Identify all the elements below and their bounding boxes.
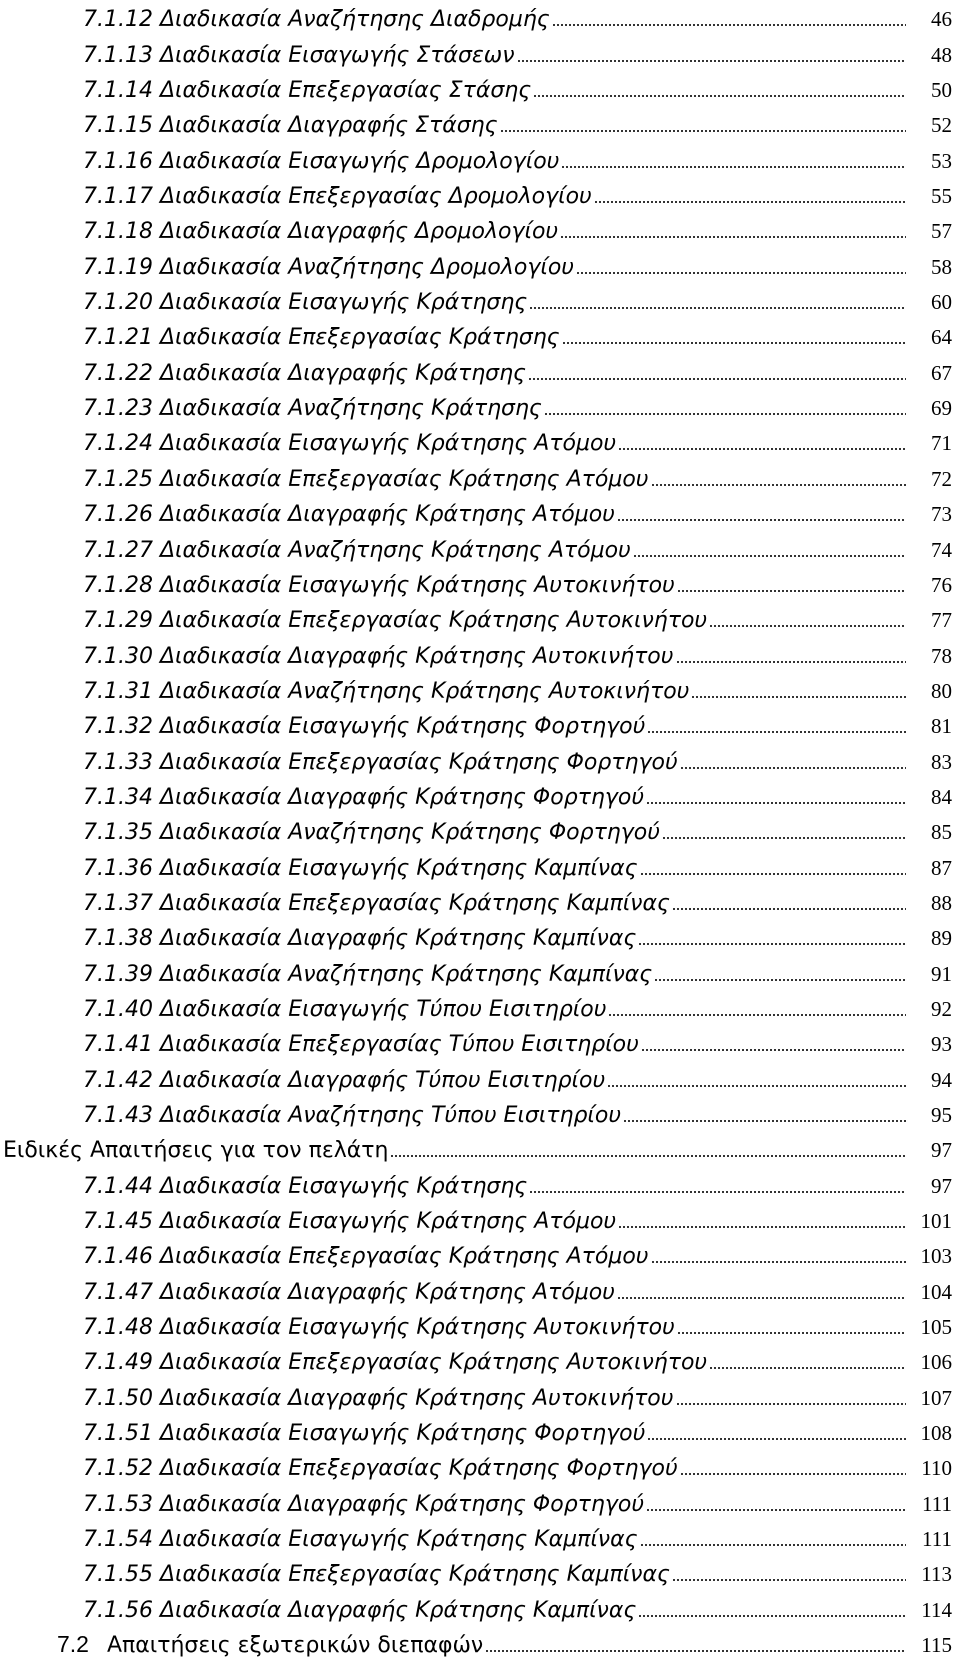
- toc-entry[interactable]: [0, 921, 960, 956]
- toc-entry[interactable]: [0, 461, 960, 496]
- toc-entry[interactable]: [0, 709, 960, 744]
- toc-entry-label: 7.1.46 Διαδικασία Επεξεργασίας Κράτησης Ατόμου: [83, 1244, 649, 1270]
- toc-entry-label: 7.1.37 Διαδικασία Επεξεργασίας Κράτησης Καμπίνας: [83, 890, 670, 916]
- dot-leader: [651, 484, 906, 486]
- toc-entry-page-number: 76: [931, 572, 952, 597]
- dot-leader: [647, 731, 906, 733]
- toc-entry-label: Ειδικές Απαιτήσεις για τον πελάτη: [3, 1138, 389, 1164]
- toc-entry-page-number: 57: [931, 219, 952, 244]
- toc-entry[interactable]: [0, 1380, 960, 1415]
- toc-entry-page-number: 64: [931, 325, 952, 350]
- toc-entry-label: 7.1.27 Διαδικασία Αναζήτησης Κράτησης Ατόμου: [83, 537, 631, 563]
- dot-leader: [680, 1473, 906, 1475]
- toc-entry-page-number: 97: [931, 1173, 952, 1198]
- toc-entry[interactable]: [0, 992, 960, 1027]
- dot-leader: [646, 802, 906, 804]
- toc-entry[interactable]: [0, 1451, 960, 1486]
- toc-entry[interactable]: [0, 1098, 960, 1133]
- table-of-contents: [0, 2, 960, 1663]
- toc-entry-page-number: 93: [931, 1032, 952, 1057]
- toc-entry-page-number: 55: [931, 184, 952, 209]
- dot-leader: [544, 413, 906, 415]
- toc-entry-label: 7.1.35 Διαδικασία Αναζήτησης Κράτησης Φορτηγού: [83, 820, 660, 846]
- toc-entry-label: 7.1.45 Διαδικασία Εισαγωγής Κράτησης Ατόμου: [83, 1209, 617, 1235]
- toc-entry-page-number: 71: [931, 431, 952, 456]
- toc-entry-label: 7.1.53 Διαδικασία Διαγραφής Κράτησης Φορτηγού: [83, 1491, 645, 1517]
- toc-entry-page-number: 95: [931, 1103, 952, 1127]
- toc-entry[interactable]: [0, 320, 960, 355]
- toc-entry-label: 7.1.13 Διαδικασία Εισαγωγής Στάσεων: [83, 42, 515, 68]
- toc-entry-page-number: 46: [931, 7, 952, 32]
- dot-leader: [638, 943, 906, 945]
- dot-leader: [560, 236, 906, 238]
- toc-entry-page-number: 60: [931, 290, 952, 315]
- toc-entry-label: 7.1.23 Διαδικασία Αναζήτησης Κράτησης: [83, 396, 542, 422]
- toc-entry-label: 7.1.38 Διαδικασία Διαγραφής Κράτησης Καμπίνας: [83, 926, 637, 952]
- dot-leader: [633, 555, 906, 557]
- toc-entry-label: 7.1.26 Διαδικασία Διαγραφής Κράτησης Ατόμου: [83, 502, 615, 528]
- toc-entry[interactable]: [0, 638, 960, 673]
- toc-entry-page-number: 89: [931, 926, 952, 951]
- dot-leader: [552, 24, 906, 26]
- toc-entry[interactable]: [0, 1416, 960, 1451]
- toc-entry-page-number: 91: [931, 961, 952, 986]
- toc-entry[interactable]: [0, 603, 960, 638]
- dot-leader: [654, 979, 906, 981]
- toc-entry-label: 7.1.40 Διαδικασία Εισαγωγής Τύπου Εισιτηρίου: [83, 996, 607, 1022]
- dot-leader: [646, 1509, 906, 1511]
- toc-entry-label: 7.1.33 Διαδικασία Επεξεργασίας Κράτησης Φορτηγού: [83, 749, 678, 775]
- dot-leader: [562, 342, 906, 344]
- toc-entry-label: 7.1.17 Διαδικασία Επεξεργασίας Δρομολογίου: [83, 184, 592, 210]
- toc-entry-label: 7.1.31 Διαδικασία Αναζήτησης Κράτησης Αυτοκινήτου: [83, 678, 690, 704]
- toc-entry-page-number: 92: [931, 996, 952, 1021]
- dot-leader: [561, 166, 906, 168]
- toc-entry-label: 7.1.25 Διαδικασία Επεξεργασίας Κράτησης Ατόμου: [83, 466, 649, 492]
- toc-entry-label: 7.1.12 Διαδικασία Αναζήτησης Διαδρομής: [83, 7, 550, 33]
- dot-leader: [533, 95, 906, 97]
- toc-entry[interactable]: [0, 1310, 960, 1345]
- dot-leader: [576, 272, 906, 274]
- toc-entry-page-number: 114: [921, 1597, 952, 1622]
- toc-entry[interactable]: [0, 1486, 960, 1521]
- toc-entry[interactable]: [0, 1239, 960, 1274]
- dot-leader: [485, 1650, 906, 1652]
- toc-entry-page-number: 111: [922, 1527, 952, 1552]
- toc-entry-page-number: 73: [931, 502, 952, 527]
- toc-entry-label: 7.1.50 Διαδικασία Διαγραφής Κράτησης Αυτοκινήτου: [83, 1385, 674, 1411]
- dot-leader: [677, 590, 906, 592]
- toc-entry-label: 7.1.22 Διαδικασία Διαγραφής Κράτησης: [83, 360, 526, 386]
- toc-entry-label: 7.1.29 Διαδικασία Επεξεργασίας Κράτησης Αυτοκινήτου: [83, 608, 708, 634]
- toc-entry-page-number: 105: [920, 1315, 952, 1340]
- dot-leader: [618, 448, 906, 450]
- dot-leader: [617, 519, 906, 521]
- toc-entry[interactable]: [0, 108, 960, 143]
- dot-leader: [640, 1544, 906, 1546]
- toc-entry-label: 7.1.36 Διαδικασία Εισαγωγής Κράτησης Καμπίνας: [83, 855, 638, 881]
- toc-entry[interactable]: [0, 850, 960, 885]
- dot-leader: [500, 130, 906, 132]
- toc-entry-page-number: 97: [931, 1138, 952, 1163]
- toc-entry-label: 7.1.15 Διαδικασία Διαγραφής Στάσης: [83, 113, 498, 139]
- dot-leader: [608, 1014, 906, 1016]
- toc-entry-label: 7.1.24 Διαδικασία Εισαγωγής Κράτησης Ατόμου: [83, 431, 617, 457]
- toc-entry-number: 7.2: [57, 1631, 89, 1658]
- toc-entry-label: 7.1.32 Διαδικασία Εισαγωγής Κράτησης Φορτηγού: [83, 714, 646, 740]
- toc-entry[interactable]: [0, 285, 960, 320]
- toc-entry-page-number: 50: [931, 78, 952, 103]
- toc-entry-page-number: 94: [931, 1067, 952, 1092]
- toc-entry-label: 7.1.19 Διαδικασία Αναζήτησης Δρομολογίου: [83, 254, 575, 280]
- toc-entry[interactable]: [0, 1522, 960, 1557]
- dot-leader: [594, 201, 906, 203]
- toc-entry-page-number: 111: [922, 1491, 952, 1516]
- toc-entry[interactable]: [0, 956, 960, 991]
- toc-entry[interactable]: [0, 1274, 960, 1309]
- toc-entry[interactable]: [0, 391, 960, 426]
- dot-leader: [529, 1191, 906, 1193]
- toc-entry-label: 7.1.39 Διαδικασία Αναζήτησης Κράτησης Καμπίνας: [83, 961, 653, 987]
- toc-entry-label: 7.1.49 Διαδικασία Επεξεργασίας Κράτησης Αυτοκινήτου: [83, 1350, 708, 1376]
- toc-entry[interactable]: [0, 886, 960, 921]
- toc-entry-label: 7.1.20 Διαδικασία Εισαγωγής Κράτησης: [83, 290, 528, 316]
- toc-entry-label: 7.1.56 Διαδικασία Διαγραφής Κράτησης Καμπίνας: [83, 1597, 637, 1623]
- toc-entry-label: 7.1.41 Διαδικασία Επεξεργασίας Τύπου Εισιτηρίου: [83, 1032, 639, 1058]
- toc-entry[interactable]: [0, 1592, 960, 1627]
- toc-entry-label: 7.1.42 Διαδικασία Διαγραφής Τύπου Εισιτηρίου: [83, 1067, 606, 1093]
- toc-entry-label: 7.1.18 Διαδικασία Διαγραφής Δρομολογίου: [83, 219, 559, 245]
- toc-entry[interactable]: [0, 1062, 960, 1097]
- toc-entry-page-number: 83: [931, 749, 952, 774]
- dot-leader: [677, 1332, 906, 1334]
- toc-entry-page-number: 69: [931, 396, 952, 421]
- toc-entry-label: 7.1.16 Διαδικασία Εισαγωγής Δρομολογίου: [83, 148, 560, 174]
- dot-leader: [517, 60, 906, 62]
- toc-entry-label: 7.1.34 Διαδικασία Διαγραφής Κράτησης Φορτηγού: [83, 784, 645, 810]
- toc-entry-page-number: 78: [931, 643, 952, 668]
- toc-entry[interactable]: [0, 426, 960, 461]
- dot-leader: [623, 1120, 906, 1122]
- dot-leader: [662, 837, 906, 839]
- dot-leader: [676, 1403, 907, 1405]
- toc-entry[interactable]: [0, 780, 960, 815]
- toc-entry-label: 7.1.44 Διαδικασία Εισαγωγής Κράτησης: [83, 1173, 528, 1199]
- toc-entry[interactable]: [0, 568, 960, 603]
- toc-entry[interactable]: [0, 497, 960, 532]
- toc-entry-page-number: 58: [931, 254, 952, 279]
- dot-leader: [691, 696, 906, 698]
- toc-entry[interactable]: [0, 1027, 960, 1062]
- dot-leader: [618, 1226, 906, 1228]
- toc-entry[interactable]: [0, 1345, 960, 1380]
- dot-leader: [641, 1049, 906, 1051]
- toc-entry-label: 7.1.14 Διαδικασία Επεξεργασίας Στάσης: [83, 78, 532, 104]
- toc-entry[interactable]: [0, 1204, 960, 1239]
- toc-entry-page-number: 67: [931, 360, 952, 385]
- toc-entry-page-number: 106: [920, 1350, 952, 1375]
- toc-entry[interactable]: [0, 73, 960, 108]
- toc-entry-page-number: 101: [920, 1209, 952, 1234]
- toc-entry-page-number: 103: [920, 1244, 952, 1269]
- toc-entry[interactable]: [0, 744, 960, 779]
- toc-entry[interactable]: [0, 1168, 960, 1203]
- toc-entry-label: 7.1.21 Διαδικασία Επεξεργασίας Κράτησης: [83, 325, 560, 351]
- dot-leader: [647, 1438, 906, 1440]
- toc-entry-page-number: 107: [920, 1385, 952, 1410]
- toc-entry-label: 7.1.48 Διαδικασία Εισαγωγής Κράτησης Αυτοκινήτου: [83, 1315, 675, 1341]
- dot-leader: [709, 1367, 906, 1369]
- dot-leader: [672, 908, 906, 910]
- toc-entry-page-number: 87: [931, 855, 952, 880]
- dot-leader: [640, 873, 906, 875]
- toc-entry[interactable]: [0, 1133, 960, 1168]
- toc-entry-page-number: 52: [931, 113, 952, 138]
- toc-entry[interactable]: [0, 355, 960, 390]
- dot-leader: [672, 1579, 906, 1581]
- toc-entry[interactable]: [0, 214, 960, 249]
- dot-leader: [390, 1155, 906, 1157]
- toc-entry-label: 7.1.28 Διαδικασία Εισαγωγής Κράτησης Αυτοκινήτου: [83, 572, 675, 598]
- toc-entry-page-number: 108: [920, 1421, 952, 1446]
- toc-entry-page-number: 48: [931, 42, 952, 67]
- toc-entry-label: 7.1.51 Διαδικασία Εισαγωγής Κράτησης Φορτηγού: [83, 1421, 646, 1447]
- toc-entry[interactable]: [0, 815, 960, 850]
- toc-entry[interactable]: [0, 2, 960, 37]
- dot-leader: [651, 1261, 906, 1263]
- dot-leader: [638, 1615, 906, 1617]
- toc-entry[interactable]: [0, 1557, 960, 1592]
- toc-entry-page-number: 88: [931, 890, 952, 915]
- toc-entry-page-number: 53: [931, 148, 952, 173]
- toc-entry-page-number: 84: [931, 784, 952, 809]
- toc-entry-page-number: 81: [931, 714, 952, 739]
- toc-entry-page-number: 115: [921, 1633, 952, 1658]
- dot-leader: [617, 1297, 906, 1299]
- toc-entry-label: 7.1.55 Διαδικασία Επεξεργασίας Κράτησης Καμπίνας: [83, 1562, 670, 1588]
- dot-leader: [676, 661, 907, 663]
- dot-leader: [607, 1085, 906, 1087]
- toc-entry-page-number: 110: [921, 1456, 952, 1481]
- toc-entry[interactable]: [0, 674, 960, 709]
- toc-entry-label: 7.1.47 Διαδικασία Διαγραφής Κράτησης Ατόμου: [83, 1279, 615, 1305]
- toc-entry-label: 7.1.54 Διαδικασία Εισαγωγής Κράτησης Καμπίνας: [83, 1527, 638, 1553]
- toc-entry-page-number: 85: [931, 820, 952, 845]
- toc-entry-label: 7.1.52 Διαδικασία Επεξεργασίας Κράτησης Φορτηγού: [83, 1456, 678, 1482]
- toc-entry-label: 7.1.43 Διαδικασία Αναζήτησης Τύπου Εισιτηρίου: [83, 1103, 622, 1128]
- dot-leader: [528, 378, 906, 380]
- toc-entry[interactable]: [0, 143, 960, 178]
- toc-entry-label: 7.1.30 Διαδικασία Διαγραφής Κράτησης Αυτοκινήτου: [83, 643, 674, 669]
- toc-entry[interactable]: [0, 249, 960, 284]
- toc-entry-label: Απαιτήσεις εξωτερικών διεπαφών: [106, 1633, 484, 1659]
- dot-leader: [709, 625, 906, 627]
- toc-entry-page-number: 72: [931, 466, 952, 491]
- toc-entry-page-number: 104: [920, 1279, 952, 1304]
- toc-entry-page-number: 80: [931, 678, 952, 703]
- toc-entry[interactable]: [0, 1628, 960, 1663]
- toc-entry[interactable]: [0, 532, 960, 567]
- dot-leader: [680, 767, 906, 769]
- toc-entry[interactable]: [0, 37, 960, 72]
- dot-leader: [529, 307, 906, 309]
- toc-entry-page-number: 113: [921, 1562, 952, 1587]
- toc-entry-page-number: 77: [931, 608, 952, 633]
- toc-entry[interactable]: [0, 179, 960, 214]
- toc-entry-page-number: 74: [931, 537, 952, 562]
